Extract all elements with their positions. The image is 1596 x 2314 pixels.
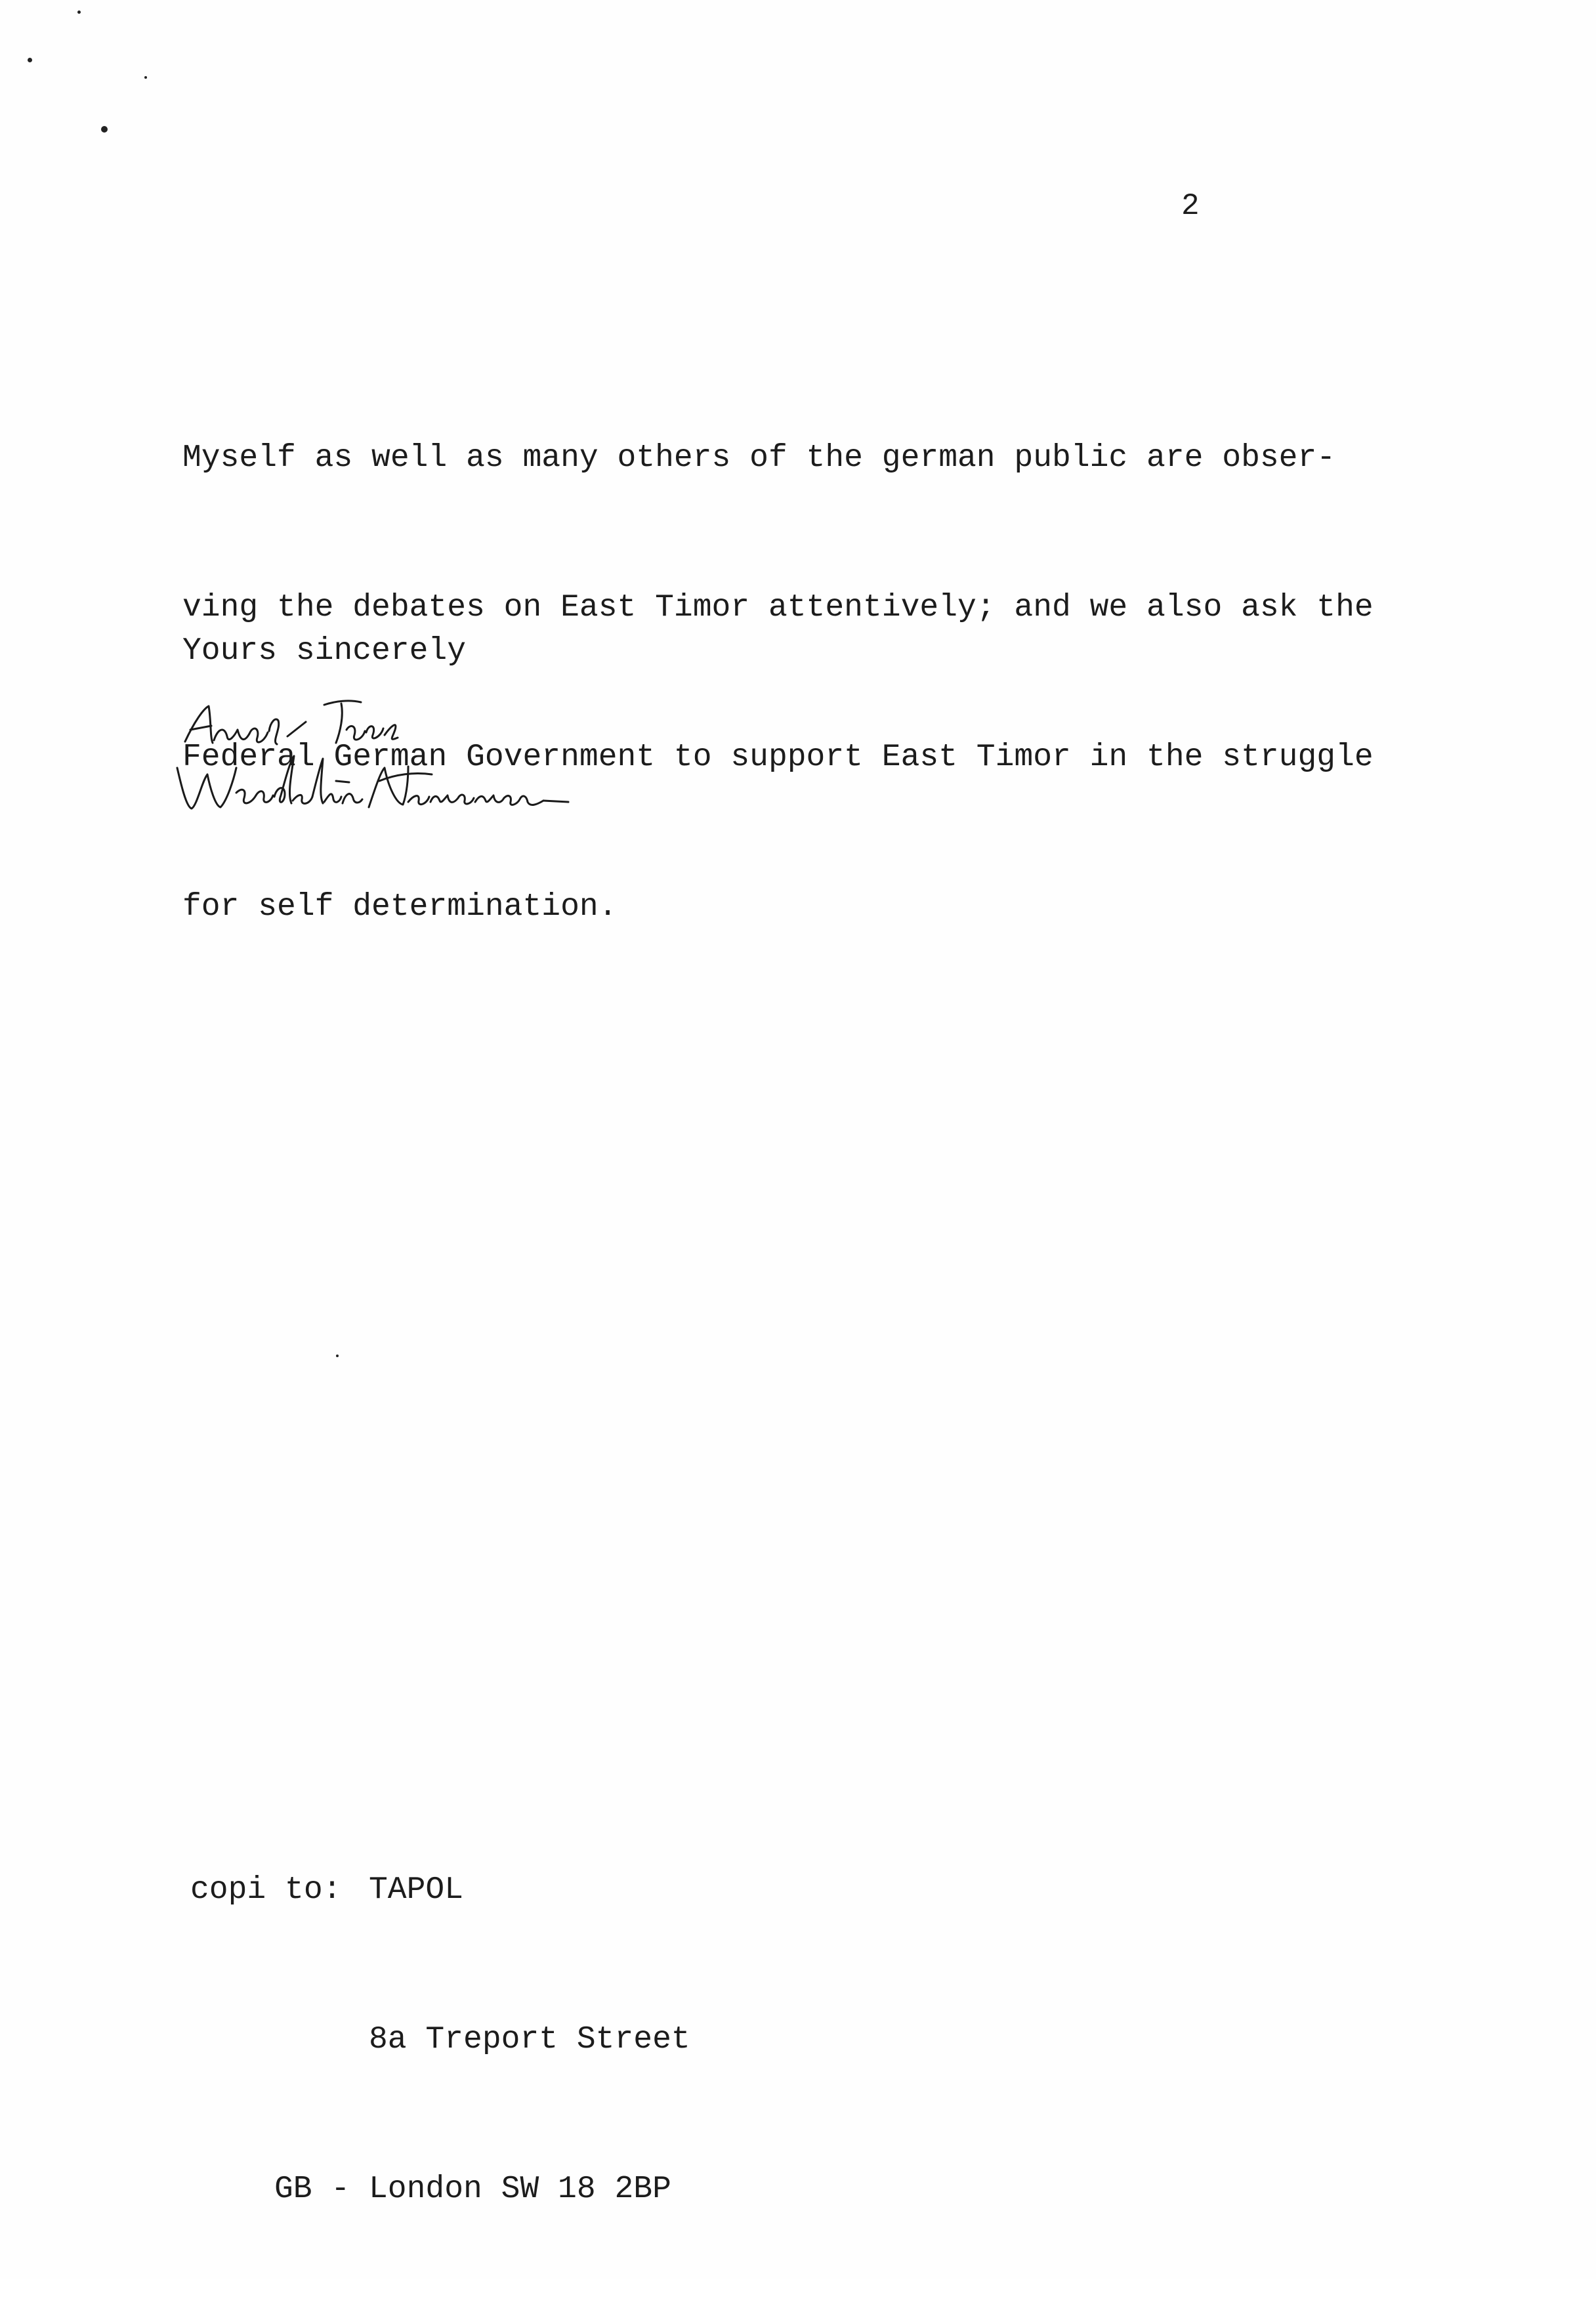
closing-salutation: Yours sincerely (182, 633, 467, 669)
country-prefix-text: GB - (274, 2172, 350, 2207)
copy-recipient: TAPOL (369, 1872, 464, 1908)
body-line: Federal German Government to support East Timor in the struggle (182, 740, 1374, 775)
copy-row-city (190, 2164, 690, 2214)
scan-speck (77, 11, 81, 14)
copy-row-street (190, 2015, 690, 2065)
copy-to-block (190, 1765, 690, 2314)
copy-row-recipient (190, 1865, 690, 1915)
handwritten-signature (172, 683, 592, 833)
scan-speck (101, 126, 108, 133)
copy-street: 8a Treport Street (369, 2022, 690, 2057)
scan-speck (28, 58, 32, 62)
scan-speck (144, 76, 147, 79)
page-number: 2 (1181, 189, 1200, 223)
copy-city: London SW 18 2BP (369, 2172, 671, 2207)
body-line: Myself as well as many others of the german public are obser- (182, 440, 1336, 476)
copy-country-prefix (190, 2164, 369, 2214)
body-line: ving the debates on East Timor attentively; and we also ask the (182, 590, 1374, 625)
copy-to-label: copi to: (190, 1872, 342, 1908)
scan-speck (336, 1355, 339, 1357)
prefix-gap (350, 2172, 369, 2207)
body-line: for self determination. (182, 889, 618, 925)
